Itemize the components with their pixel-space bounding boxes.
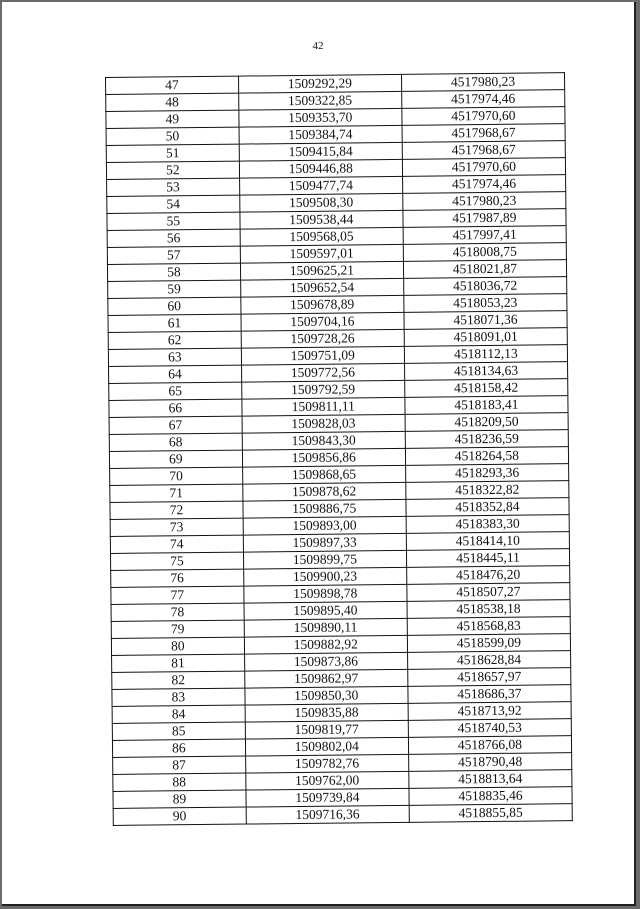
y-coordinate-cell: 4518414,10 [406, 532, 569, 551]
point-number-cell: 64 [109, 365, 242, 383]
y-coordinate-cell: 4517968,67 [402, 141, 565, 160]
x-coordinate-cell: 1509878,62 [243, 482, 406, 501]
y-coordinate-cell: 4517974,46 [402, 175, 565, 194]
x-coordinate-cell: 1509292,29 [238, 74, 401, 93]
x-coordinate-cell: 1509792,59 [241, 380, 404, 399]
point-number-cell: 48 [106, 93, 239, 111]
point-number-cell: 82 [112, 671, 245, 689]
point-number-cell: 80 [111, 637, 244, 655]
y-coordinate-cell: 4517980,23 [401, 73, 564, 92]
x-coordinate-cell: 1509897,33 [243, 533, 406, 552]
point-number-cell: 69 [109, 450, 242, 468]
point-number-cell: 71 [110, 484, 243, 502]
x-coordinate-cell: 1509772,56 [241, 363, 404, 382]
point-number-cell: 76 [111, 569, 244, 587]
y-coordinate-cell: 4518855,85 [409, 804, 572, 823]
document-page [2, 2, 636, 906]
x-coordinate-cell: 1509900,23 [243, 567, 406, 586]
y-coordinate-cell: 4518352,84 [406, 498, 569, 517]
y-coordinate-cell: 4518183,41 [405, 396, 568, 415]
x-coordinate-cell: 1509477,74 [239, 176, 402, 195]
x-coordinate-cell: 1509895,40 [244, 601, 407, 620]
point-number-cell: 84 [112, 705, 245, 723]
point-number-cell: 52 [106, 161, 239, 179]
y-coordinate-cell: 4518008,75 [403, 243, 566, 262]
point-number-cell: 65 [109, 382, 242, 400]
point-number-cell: 66 [109, 399, 242, 417]
x-coordinate-cell: 1509890,11 [244, 618, 407, 637]
point-number-cell: 54 [107, 195, 240, 213]
y-coordinate-cell: 4518507,27 [407, 583, 570, 602]
y-coordinate-cell: 4518813,64 [409, 770, 572, 789]
y-coordinate-cell: 4517980,23 [403, 192, 566, 211]
y-coordinate-cell: 4518445,11 [406, 549, 569, 568]
x-coordinate-cell: 1509652,54 [240, 278, 403, 297]
point-number-cell: 57 [107, 246, 240, 264]
point-number-cell: 49 [106, 110, 239, 128]
x-coordinate-cell: 1509868,65 [242, 465, 405, 484]
x-coordinate-cell: 1509819,77 [245, 720, 408, 739]
y-coordinate-cell: 4518112,13 [404, 345, 567, 364]
x-coordinate-cell: 1509322,85 [238, 91, 401, 110]
point-number-cell: 60 [108, 297, 241, 315]
y-coordinate-cell: 4518322,82 [406, 481, 569, 500]
x-coordinate-cell: 1509538,44 [240, 210, 403, 229]
point-number-cell: 62 [108, 331, 241, 349]
x-coordinate-cell: 1509782,76 [245, 754, 408, 773]
y-coordinate-cell: 4517968,67 [402, 124, 565, 143]
y-coordinate-cell: 4518628,84 [407, 651, 570, 670]
y-coordinate-cell: 4518476,20 [407, 566, 570, 585]
point-number-cell: 50 [106, 127, 239, 145]
point-number-cell: 75 [110, 552, 243, 570]
y-coordinate-cell: 4518293,36 [405, 464, 568, 483]
y-coordinate-cell: 4518091,01 [404, 328, 567, 347]
x-coordinate-cell: 1509751,09 [241, 346, 404, 365]
y-coordinate-cell: 4518740,53 [408, 719, 571, 738]
point-number-cell: 90 [113, 807, 246, 825]
point-number-cell: 59 [108, 280, 241, 298]
x-coordinate-cell: 1509882,92 [244, 635, 407, 654]
y-coordinate-cell: 4517970,60 [402, 107, 565, 126]
point-number-cell: 55 [107, 212, 240, 230]
point-number-cell: 88 [113, 773, 246, 791]
y-coordinate-cell: 4518383,30 [406, 515, 569, 534]
y-coordinate-cell: 4518134,63 [404, 362, 567, 381]
y-coordinate-cell: 4517987,89 [403, 209, 566, 228]
point-number-cell: 78 [111, 603, 244, 621]
y-coordinate-cell: 4518021,87 [403, 260, 566, 279]
y-coordinate-cell: 4518053,23 [404, 294, 567, 313]
x-coordinate-cell: 1509762,00 [246, 771, 409, 790]
point-number-cell: 86 [112, 739, 245, 757]
point-number-cell: 87 [113, 756, 246, 774]
y-coordinate-cell: 4518071,36 [404, 311, 567, 330]
point-number-cell: 72 [110, 501, 243, 519]
y-coordinate-cell: 4518236,59 [405, 430, 568, 449]
point-number-cell: 53 [107, 178, 240, 196]
x-coordinate-cell: 1509739,84 [246, 788, 409, 807]
y-coordinate-cell: 4518158,42 [405, 379, 568, 398]
point-number-cell: 74 [110, 535, 243, 553]
y-coordinate-cell: 4517974,46 [402, 90, 565, 109]
x-coordinate-cell: 1509835,88 [245, 703, 408, 722]
x-coordinate-cell: 1509802,04 [245, 737, 408, 756]
x-coordinate-cell: 1509862,97 [244, 669, 407, 688]
point-number-cell: 89 [113, 790, 246, 808]
y-coordinate-cell: 4518790,48 [408, 753, 571, 772]
coordinates-table [105, 72, 573, 826]
x-coordinate-cell: 1509856,86 [242, 448, 405, 467]
x-coordinate-cell: 1509704,16 [241, 312, 404, 331]
x-coordinate-cell: 1509716,36 [246, 805, 409, 824]
y-coordinate-cell: 4518264,58 [405, 447, 568, 466]
x-coordinate-cell: 1509508,30 [239, 193, 402, 212]
x-coordinate-cell: 1509886,75 [243, 499, 406, 518]
x-coordinate-cell: 1509625,21 [240, 261, 403, 280]
x-coordinate-cell: 1509568,05 [240, 227, 403, 246]
point-number-cell: 73 [110, 518, 243, 536]
point-number-cell: 58 [107, 263, 240, 281]
y-coordinate-cell: 4517997,41 [403, 226, 566, 245]
y-coordinate-cell: 4518036,72 [403, 277, 566, 296]
x-coordinate-cell: 1509597,01 [240, 244, 403, 263]
point-number-cell: 63 [108, 348, 241, 366]
x-coordinate-cell: 1509384,74 [239, 125, 402, 144]
y-coordinate-cell: 4518538,18 [407, 600, 570, 619]
x-coordinate-cell: 1509415,84 [239, 142, 402, 161]
x-coordinate-cell: 1509873,86 [244, 652, 407, 671]
y-coordinate-cell: 4518599,09 [407, 634, 570, 653]
point-number-cell: 47 [106, 76, 239, 94]
page-number: 42 [312, 40, 324, 52]
x-coordinate-cell: 1509828,03 [242, 414, 405, 433]
y-coordinate-cell: 4518686,37 [408, 685, 571, 704]
point-number-cell: 51 [106, 144, 239, 162]
x-coordinate-cell: 1509728,26 [241, 329, 404, 348]
x-coordinate-cell: 1509850,30 [245, 686, 408, 705]
point-number-cell: 56 [107, 229, 240, 247]
y-coordinate-cell: 4518568,83 [407, 617, 570, 636]
point-number-cell: 61 [108, 314, 241, 332]
point-number-cell: 70 [110, 467, 243, 485]
point-number-cell: 81 [112, 654, 245, 672]
x-coordinate-cell: 1509446,88 [239, 159, 402, 178]
table-body [106, 73, 573, 826]
x-coordinate-cell: 1509843,30 [242, 431, 405, 450]
x-coordinate-cell: 1509898,78 [244, 584, 407, 603]
x-coordinate-cell: 1509811,11 [242, 397, 405, 416]
y-coordinate-cell: 4518657,97 [408, 668, 571, 687]
y-coordinate-cell: 4518713,92 [408, 702, 571, 721]
point-number-cell: 85 [112, 722, 245, 740]
y-coordinate-cell: 4518835,46 [409, 787, 572, 806]
point-number-cell: 77 [111, 586, 244, 604]
x-coordinate-cell: 1509893,00 [243, 516, 406, 535]
x-coordinate-cell: 1509678,89 [241, 295, 404, 314]
y-coordinate-cell: 4518209,50 [405, 413, 568, 432]
x-coordinate-cell: 1509353,70 [239, 108, 402, 127]
point-number-cell: 67 [109, 416, 242, 434]
point-number-cell: 83 [112, 688, 245, 706]
point-number-cell: 79 [111, 620, 244, 638]
y-coordinate-cell: 4517970,60 [402, 158, 565, 177]
y-coordinate-cell: 4518766,08 [408, 736, 571, 755]
point-number-cell: 68 [109, 433, 242, 451]
x-coordinate-cell: 1509899,75 [243, 550, 406, 569]
